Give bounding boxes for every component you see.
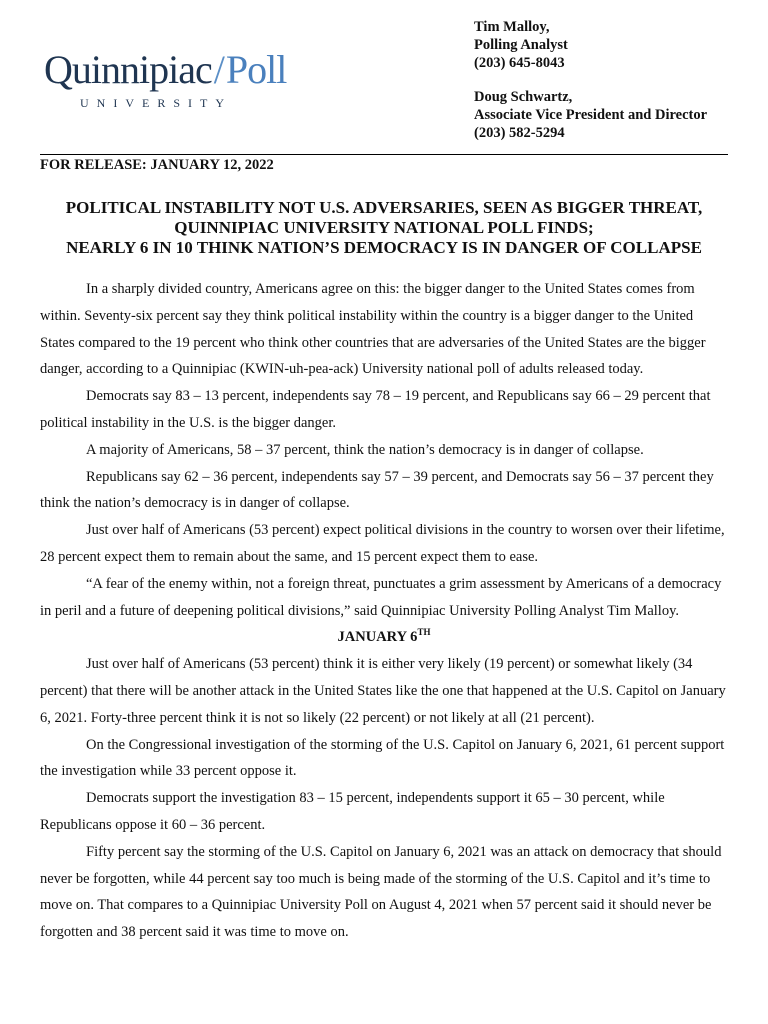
paragraph: Just over half of Americans (53 percent) expect political divisions in the country to worsen over their lifetime, 28 percent expect them to remain about the same, and 15 percent expect them to ease. [40, 522, 725, 565]
media-contacts [474, 18, 707, 158]
paragraph: “A fear of the enemy within, not a foreign threat, punctuates a grim assessment by Americans of a democracy in peril and a future of deepening political divisions,” said Quinnipiac University Polling Analyst Tim Malloy. [40, 575, 722, 619]
header-divider [40, 154, 728, 155]
contact-name: Doug Schwartz, [474, 89, 573, 105]
paragraph: A majority of Americans, 58 – 37 percent, think the nation’s democracy is in danger of collapse. [86, 441, 644, 458]
headline-line: QUINNIPIAC UNIVERSITY NATIONAL POLL FINDS; [174, 218, 594, 237]
paragraph: Democrats support the investigation 83 – 15 percent, independents support it 65 – 30 percent, while Republicans oppose it 60 – 36 percent. [40, 790, 665, 833]
paragraph: In a sharply divided country, Americans agree on this: the bigger danger to the United States comes from within. Seventy-six percent say they think political instability within the country is a bigger danger to the United States compared to the 19 percent who think other countries that are adversaries of the United States are the bigger danger, according to a Quinnipiac (KWIN-uh-pea-ack) University national poll of adults released today. [40, 281, 706, 378]
headline-line: POLITICAL INSTABILITY NOT U.S. ADVERSARIES, SEEN AS BIGGER THREAT, [65, 198, 703, 217]
contact-tim-malloy [474, 18, 707, 72]
logo-university: UNIVERSITY [80, 96, 232, 110]
contact-name: Tim Malloy, [474, 19, 550, 35]
headline [40, 198, 728, 258]
logo-wordmark [44, 47, 287, 92]
logo-poll: Poll [225, 47, 287, 92]
quinnipiac-poll-logo [44, 47, 344, 112]
contact-phone: (203) 582-5294 [474, 125, 565, 141]
paragraph: Republicans say 62 – 36 percent, independents say 57 – 39 percent, and Democrats say 56 – 37 percent they think the nation’s democracy is in danger of collapse. [40, 468, 714, 512]
contact-title: Polling Analyst [474, 37, 568, 53]
paragraph: Fifty percent say the storming of the U.S. Capitol on January 6, 2021 was an attack on democracy that should never be forgotten, while 44 percent say too much is being made of the storming of the U.S. Capitol and it’s time to move on. That compares to a Quinnipiac University Poll on August 4, 2021 when 57 percent said it should never be forgotten and 38 percent said it was time to move on. [40, 843, 722, 941]
section-heading-text: JANUARY 6 [337, 629, 418, 646]
contact-phone: (203) 645-8043 [474, 55, 565, 71]
paragraph: Democrats say 83 – 13 percent, independents say 78 – 19 percent, and Republicans say 66 – 29 percent that political instability in the U.S. is the bigger danger. [40, 388, 711, 431]
section-heading-suffix: TH [417, 627, 431, 638]
article-body [40, 276, 728, 946]
contact-title: Associate Vice President and Director [474, 107, 708, 123]
paragraph: Just over half of Americans (53 percent) think it is either very likely (19 percent) or somewhat likely (34 percent) that there will be another attack in the United States like the one that happened at the U.S. Capitol on January 6, 2021. Forty-three percent think it is not so likely (22 percent) or not likely at all (21 percent). [40, 656, 726, 726]
section-heading-january-6th [40, 624, 728, 651]
paragraph: On the Congressional investigation of the storming of the U.S. Capitol on January 6, 2021, 61 percent support the investigation while 33 percent oppose it. [40, 736, 725, 780]
release-date: FOR RELEASE: JANUARY 12, 2022 [40, 157, 274, 173]
logo-quinnipiac: Quinnipiac [44, 47, 212, 92]
headline-line: NEARLY 6 IN 10 THINK NATION’S DEMOCRACY IS IN DANGER OF COLLAPSE [66, 238, 702, 257]
logo-slash: / [213, 47, 224, 92]
contact-doug-schwartz [474, 88, 707, 142]
